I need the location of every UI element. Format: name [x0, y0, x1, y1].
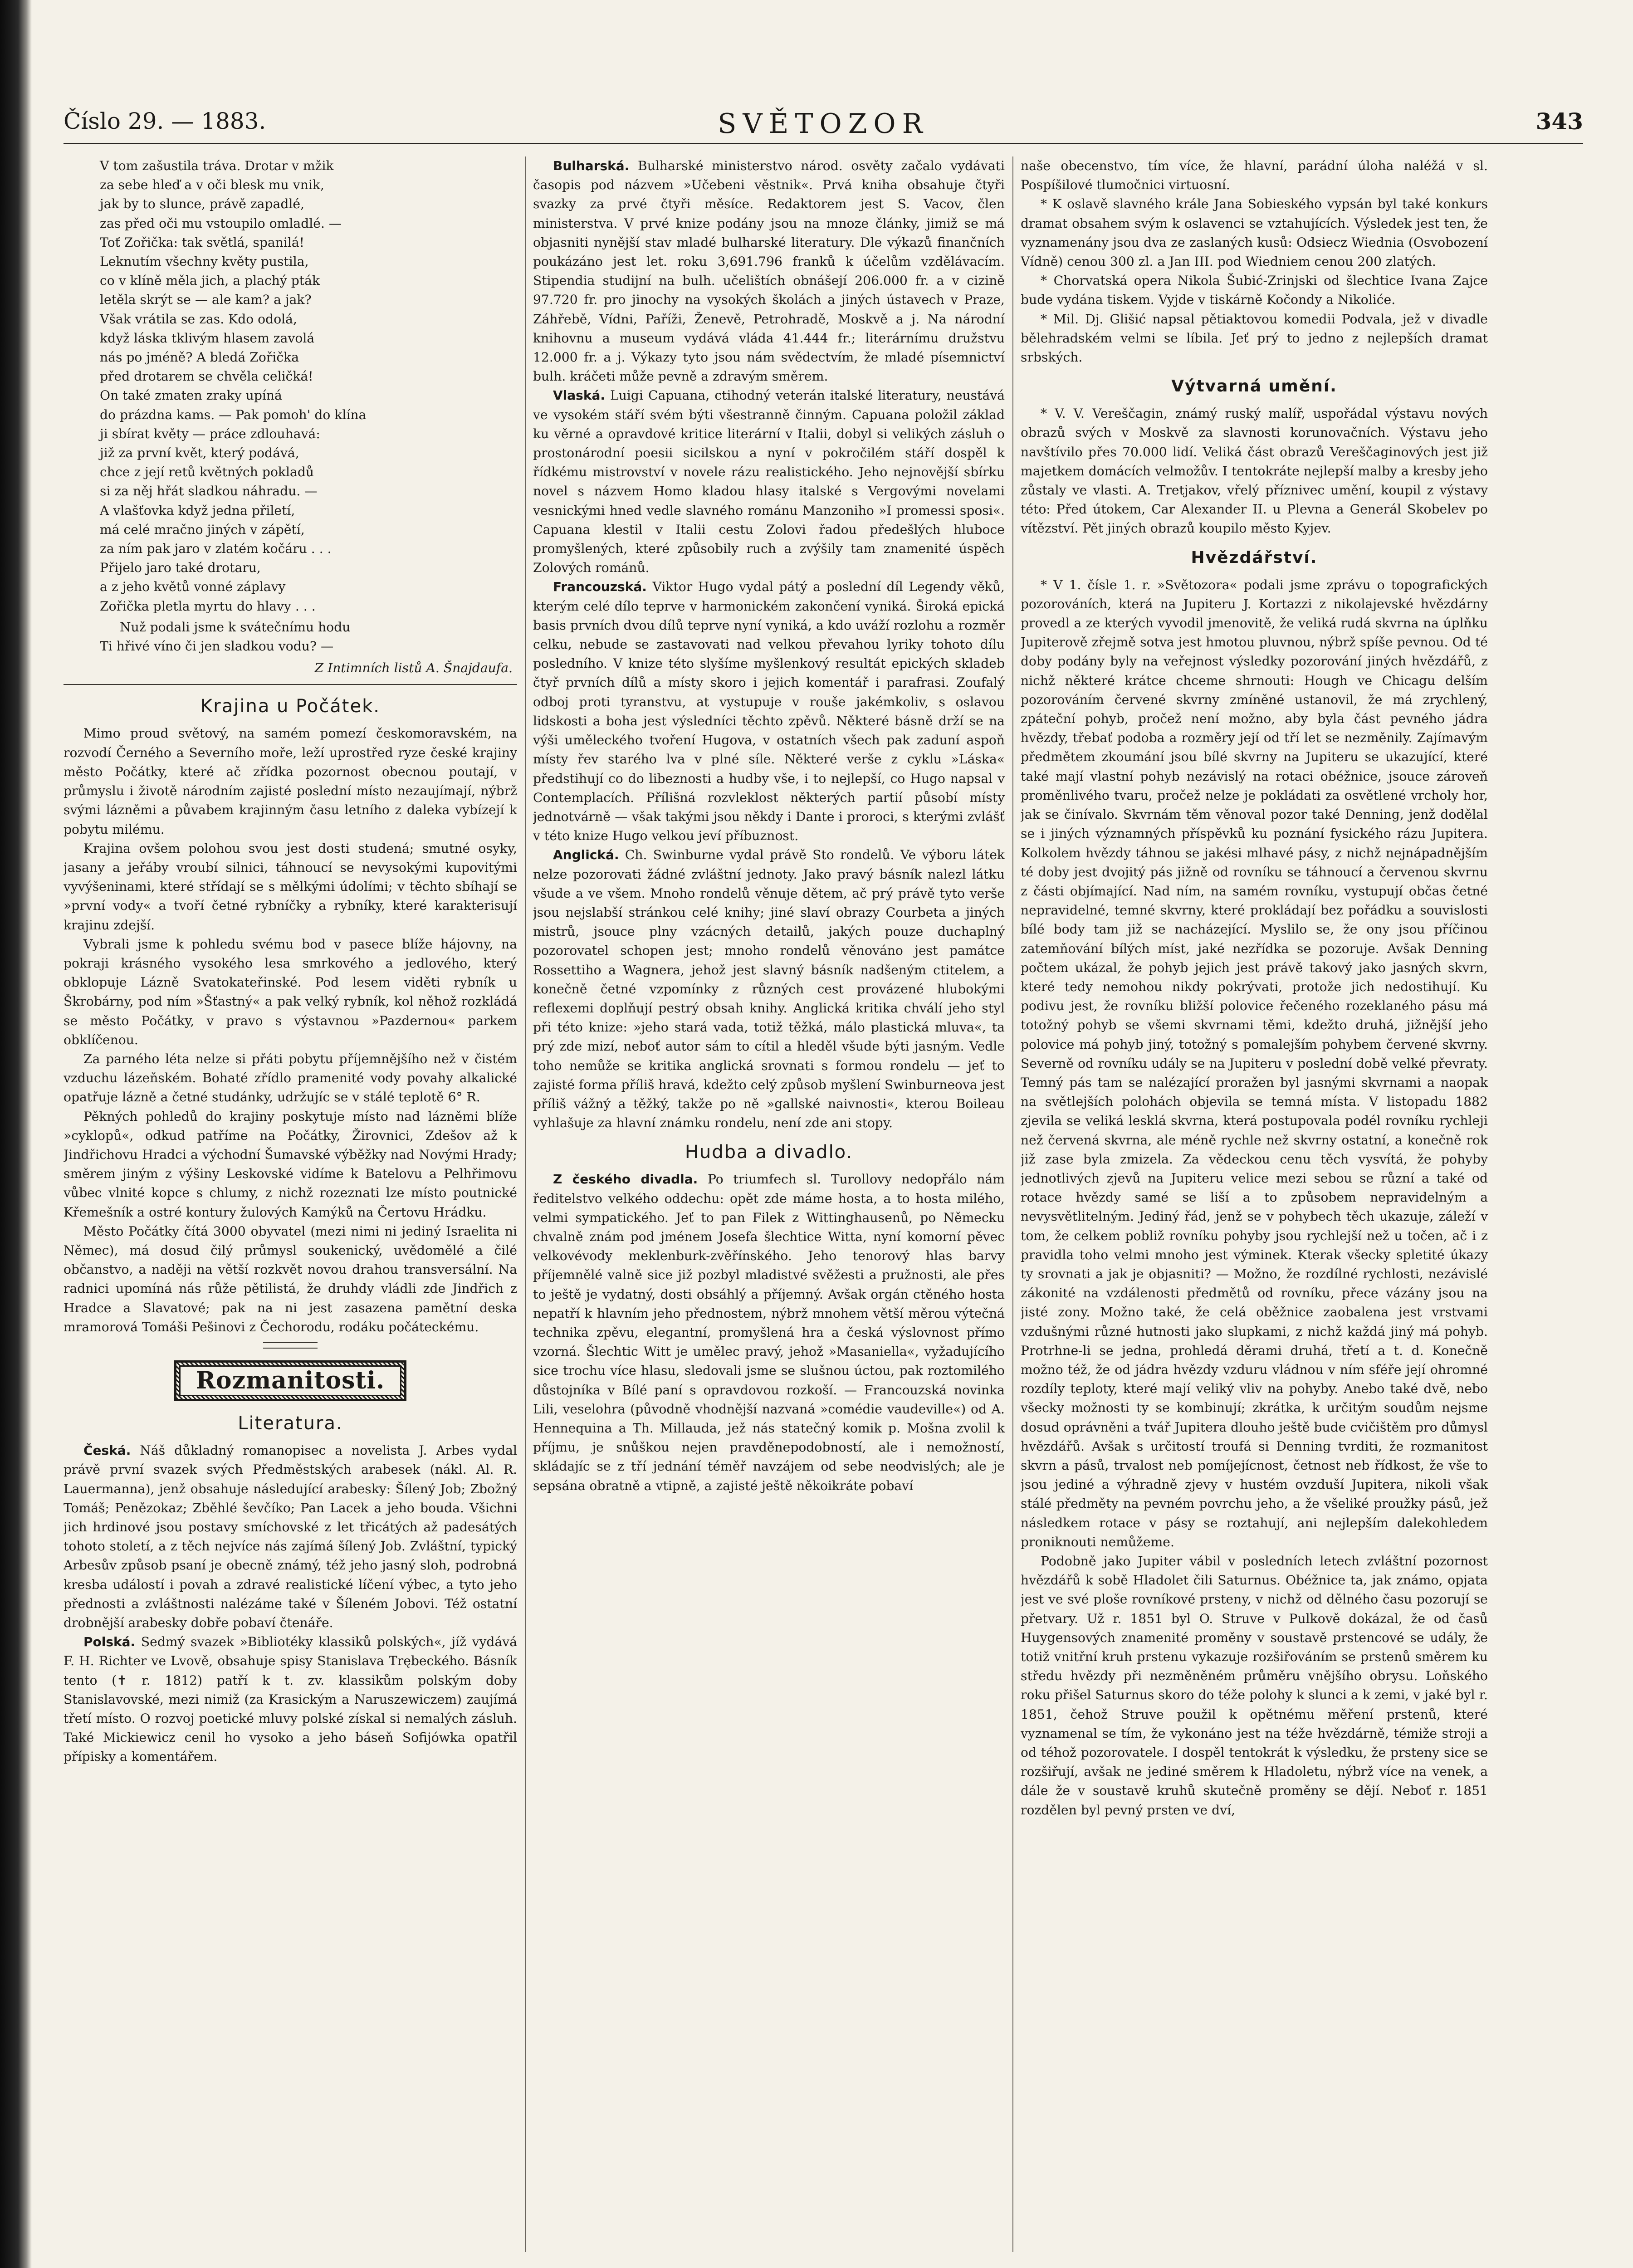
news-item: * Mil. Dj. Glišić napsal pětiaktovou komedii Podvala, jež v divadle bělehradském velmi se líbila. Jeť prý to jedno z nejlepších dramat srbských. — [1021, 311, 1488, 365]
poem-line: Přijelo jaro také drotaru, — [100, 560, 261, 576]
poem-line: si za něj hřát sladkou náhradu. — — [100, 484, 318, 499]
paragraph-bulharska — [533, 156, 1005, 386]
poem-line: a z jeho květů vonné záplavy — [100, 579, 286, 595]
column-1 — [64, 156, 517, 2252]
paragraph: Za parného léta nelze si přáti pobytu příjemnějšího než v čistém vzduchu lázeňském. Bohaté zřídlo pramenité vody povahy alkalické opatřuje lázně a četné studánky, udržujíc se v stálé teplotě 6° R. — [64, 1051, 517, 1105]
label-polska: Polská. — [83, 1634, 136, 1650]
page-number: 343 — [1535, 108, 1583, 135]
paragraph-ceska — [64, 1441, 517, 1633]
poem — [100, 156, 517, 616]
section-title-vytvarna: Výtvarná umění. — [1171, 377, 1337, 396]
poem-line: co v klíně měla jich, a plachý pták — [100, 273, 320, 288]
text-bulharska: Bulharské ministerstvo národ. osvěty začalo vydávati časopis pod názvem »Učebeni věstnik«. Prvá kniha obsahuje čtyři svazky za prvé čtyři měsíce. Redaktorem jest S. Vacov, člen ministerstva. V prvé knize podány jsou na mnoze články, jimiž se má objasniti nynější stav mladé bulharské literatury. Dle výkazů finančních poukázáno jest let. roku 3,691.796 franků k účelům vzdělávacím. Stipendia studijní na bulh. učelištích obnášejí 206.000 fr. a v cizině 97.720 fr. pro jinochy na vysokých školách a jiných ústavech v Praze, Záhřebě, Vídni, Paříži, Ženevě, Petrohradě, Moskvě a j. Na národní knihovnu a museum vydává vláda 41.444 fr.; literárnímu družstvu 12.000 fr. a j. Výkazy tyto jsou nám svědectvím, že mladé písemnictví bulh. kráčeti může pevně a zdravým směrem. — [533, 158, 1005, 384]
section-title-krajina: Krajina u Počátek. — [200, 696, 380, 717]
text-vlasska: Luigi Capuana, ctihodný veterán italské literatury, neustává ve vysokém stáří svém býti všestranně činným. Capuana položil základ ku věrné a opravdové kritice literární v Italii, dobyl si velikých zásluh o prostonárodní poesii sicilskou a nyní v pokročilém stáří dospěl k řídkému mistrovství v novele rázu realistického. Jeho nejnovější sbírku novel s názvem Homo kladou hlasy italské s Vergovými novelami vesnickými hned vedle slavného románu Manzoniho »I promessi sposi«. Capuana klestil v Italii cestu Zolovi řadou předešlých hluboce promyšlených, které způsobily ruch a zvýšily tam znamenité úspěch Zolových románů. — [533, 388, 1005, 576]
paragraph: Vybrali jsme k pohledu svému bod v pasece blíže hájovny, na pokraji krásného vysokého lesa smrkového a jedlového, který obklopuje Lázně Svatokateřinské. Pod lesem viděti rybník u Škrobárny, pod ním »Šťastný« a pak velký rybník, kol něhož rozkládá se město Počátky, v pravo s výstavnou »Pazdernou« parkem obklíčenou. — [64, 936, 517, 1047]
paragraph: Krajina ovšem polohou svou jest dosti studená; smutné osyky, jasany a jeřáby vroubí silnici, táhnoucí se nevysokými kupovitými vyvýšeninami, které střídají se s mělkými údolími; v těchto sbíhají se »první vody« a tvoří četné rybníčky a rybníky, které karakterisují krajinu zdejší. — [64, 841, 517, 933]
label-bulharska: Bulharská. — [553, 158, 630, 173]
section-title-literatura: Literatura. — [238, 1413, 343, 1434]
poem-line: má celé mračno jiných v zápětí, — [100, 522, 305, 537]
section-title-hvezdarstvi: Hvězdářství. — [1191, 548, 1318, 567]
poem-line: když láska tklivým hlasem zavolá — [100, 330, 315, 346]
section-title-hudba: Hudba a divadlo. — [684, 1142, 853, 1163]
news-text: V 1. čísle 1. r. »Světozora« podali jsme zprávu o topografických pozorováních, která na Jupiteru J. Kortazzi z nikolajevské hvězdárny provedl a ze kterých vyvodil jmenovitě, že veliká rudá skvrna na úplňku Jupiterově zřejmě sotva jest hmotou pluvnou, nýbrž spíše pevnou. Od té doby podány byly na veřejnost výsledky pozorování jiných hvězdářů, z nichž některé krátce chceme shrnouti: Hough ve Chicagu delším pozorováním červené skvrny zmíněné ustanovil, že má zrychlený, zpáteční pohyb, pročež není možno, aby byla část pevného jádra hvězdy, třebať podoba a rozměry její od tří let se nezměnily. Zajímavým předmětem zkoumání jsou bílé skvrny na Jupiteru se ukazující, které také mají vlastní pohyb nezávislý na rotaci obéžnice, jsouce zároveň proměnlivého tvaru, pročež nelze je pokládati za osvětlené vrcholy hor, jak se činívalo. Skvrnám těm věnoval pozor také Denning, jenž dodělal se i jiných významných příspěvků ku poznání fysického rázu Jupitera. Kolkolem hvězdy táhnou se jakési mlhavé pásy, z nichž nejnápadnějším té doby jest dvojitý pás jižně od rovníku se táhnoucí a červenou skvrnu z části objímající. Nad ním, na samém rovníku, vystupují občas četné nepravidelné, temné skvrny, které prokládají bez pořádku a souvislosti bílé body tam již se nacházející. Myslilo se, že ony jsou příčinou zatemňování bílých míst, jaké nezřídka se pozoruje. Avšak Denning počtem ukázal, že pohyb jejich jest právě takový jako jasných skvrn, které tedy nemohou nikdy pokrývati, protože jich nedostihují. Ku podivu jest, že rovníku bližší polovice řečeného rozeklaného pásu má totožný pohyb se všemi skvrnami těmi, kdežto druhá, jižnější jeho polovice má pohyb jiný, totožný s pomalejším pohybem červené skvrny. Severně od rovníku udály se na Jupiteru v poslední době velké převraty. Temný pás tam se nalézající proražen byl jasnými skvrnami a naopak na světlejších polohách objevila se temná místa. V listopadu 1882 zjevila se veliká lesklá skvrna, která postupovala podél rovníku rychleji než červená skvrna, ale méně rychle než skvrny ostatní, a konečně rok již zase byla zmizela. Za vědeckou cenu těch vysvítá, že pohyby jednotlivých zjevů na Jupiteru velice mezi sebou se různí a také od rotace hvězdy samé se liší a to způsobem nepravidelným a nevysvětlitelným. Jediný řád, jenž se v pohybech těch ukazuje, záleží v tom, že celkem pobliž rovníku pohyby jsou rychlejší než u točen, ač i z pravidla toho velmi mnoho jest výminek. Kterak všecky spletité úkazy ty srovnati a jak je objasniti? — Možno, že rozdílné rychlosti, nezávislé zákonité na vzdálenosti předmětů od rovníku, přece vázány jsou na jisté zony. Možno také, že celá oběžnice zaobalena jest vrstvami vzdušnými různé hutnosti jako slupkami, z nichž každá jiný má pohyb. Protrhne-li se jedna, prohledá děrami druhá, třetí a t. d. Konečně možno též, že od jádra hvězdy vzduru vládnou v ním sféře její ohromné rozdíly teploty, které mají veliký vliv na pohyby. Anebo také dvě, nebo všecky možnosti ty se kombinují; zkrátka, k určitým soudům nejsme dosud oprávněni a tvář Jupitera dlouho ještě bude cvičištěm pro důmysl hvězdářů. Avšak s určitostí troufá si Denning tvrditi, že rozmanitost skvrn a pásů, trvalost neb pomíjejícnost, četnost neb řídkost, že vše to jsou jediné a výhradně zjevy v hustém ovzduší Jupitera, nikoli však stálé předměty na pevném povrchu jeho, a že všeliké proužky pásů, jež následkem rotace v pásy se roztahují, ani nejlepším dalekohledem proniknouti nemůžeme. — [1021, 577, 1488, 1549]
ornament-divider — [263, 1342, 318, 1349]
banner-frame — [174, 1360, 407, 1401]
text-ceska: Náš důkladný romanopisec a novelista J. Arbes vydal právě první svazek svých Předměstských arabesek (nákl. Al. R. Lauermanna), jenž obsahuje následující arabesky: Šílený Job; Zbožný Tomáš; Penězokaz; Zběhlé ševčíko; Pan Lacek a jeho bouda. Všichni jich hrdinové jsou postavy smíchovské z let třicátých až padesátých tohoto století, a z těch nejvíce nás zajímá šílený Job. Zvláštní, typický Arbesův způsob psaní je obecně známý, též jeho jasný sloh, podrobná kresba událostí i povah a zdravé realistické líčení výbec, a tyto jeho přednosti a zvláštnosti nalézáme také v Šíleném Jobovi. Též ostatní drobnější arabesky dobře pobaví čtenáře. — [64, 1443, 517, 1631]
poem-line: za sebe hleď a v oči blesk mu vnik, — [100, 177, 324, 193]
paragraph-francouzska — [533, 577, 1005, 846]
poem-line: V tom zašustila tráva. Drotar v mžik — [100, 158, 334, 173]
news-item: * K oslavě slavného krále Jana Sobieského vypsán byl také konkurs dramat obsahem svým k oslavenci se vztahujících. Výsledek jest ten, že vyznamenány jsou dva ze zaslaných kusů: Odsiecz Wiednia (Osvobození Vídně) cenou 300 zl. a Jan III. pod Wiedniem cenou 200 zlatých. — [1021, 196, 1488, 269]
column-divider — [525, 156, 526, 2252]
poem-line: před drotarem se chvěla celičká! — [100, 369, 313, 384]
paragraph: * V 1. čísle 1. r. »Světozora« podali jsme zprávu o topografických pozorováních, která na Jupiteru J. Kortazzi z nikolajevské hvězdárny provedl a ze kterých vyvodil jmenovitě, že veliká rudá skvrna na úplňku Jupiterově zřejmě sotva jest hmotou pluvnou, nýbrž spíše pevnou. Od té doby podány byly na veřejnost výsledky pozorování jiných hvězdářů, z nichž některé krátce chceme shrnouti: Hough ve Chicagu delším pozorováním červené skvrny zmíněné ustanovil, že má zrychlený, zpáteční pohyb, pročež není možno, aby byla část pevného jádra hvězdy, třebať podoba a rozměry její od tří let se nezměnily. Zajímavým předmětem zkoumání jsou bílé skvrny na Jupiteru se ukazující, které také mají vlastní pohyb nezávislý na rotaci obéžnice, jsouce zároveň proměnlivého tvaru, pročež nelze je pokládati za osvětlené vrcholy hor, jak se činívalo. Skvrnám těm věnoval pozor také Denning, jenž dodělal se i jiných významných příspěvků ku poznání fysického rázu Jupitera. Kolkolem hvězdy táhnou se jakési mlhavé pásy, z nichž nejnápadnějším té doby jest dvojitý pás jižně od rovníku se táhnoucí a červenou skvrnu z části objímající. Nad ním, na samém rovníku, vystupují občas četné nepravidelné, temné skvrny, které prokládají bez pořádku a souvislosti bílé body tam již se nacházející. Myslilo se, že ony jsou příčinou zatemňování bílých míst, jaké nezřídka se pozoruje. Avšak Denning počtem ukázal, že pohyb jejich jest právě takový jako jasných skvrn, které tedy nemohou nikdy pokrývati, protože jich nedostihují. Ku podivu jest, že rovníku bližší polovice řečeného rozeklaného pásu má totožný pohyb se všemi skvrnami těmi, kdežto druhá, jižnější jeho polovice má pohyb jiný, totožný s pomalejším pohybem červené skvrny. Severně od rovníku udály se na Jupiteru v poslední době velké převraty. Temný pás tam se nalézající proražen byl jasnými skvrnami a naopak na světlejších polohách objevila se temná místa. V listopadu 1882 zjevila se veliká lesklá skvrna, která postupovala podél rovníku rychleji než červená skvrna, ale méně rychle než skvrny ostatní, a konečně rok již zase byla zmizela. Za vědeckou cenu těch vysvítá, že pohyby jednotlivých zjevů na Jupiteru velice mezi sebou se různí a také od rotace hvězdy samé se liší a to způsobem nepravidelným a nevysvětlitelným. Jediný řád, jenž se v pohybech těch ukazuje, záleží v tom, že celkem pobliž rovníku pohyby jsou rychlejší než u točen, ač i z pravidla toho velmi mnoho jest výminek. Kterak všecky spletité úkazy ty srovnati a jak je objasniti? — Možno, že rozdílné rychlosti, nezávislé zákonité na vzdálenosti předmětů od rovníku, přece vázány jsou na jisté zony. Možno také, že celá oběžnice zaobalena jest vrstvami vzdušnými různé hutnosti jako slupkami, z nichž každá jiný má pohyb. Protrhne-li se jedna, prohledá děrami druhá, třetí a t. d. Konečně možno též, že od jádra hvězdy vzduru vládnou v ním sféře její ohromné rozdíly teploty, které mají veliký vliv na pohyby. Anebo také dvě, nebo všecky možnosti ty se kombinují; zkrátka, k určitým soudům nejsme dosud oprávněni a tvář Jupitera dlouho ještě bude cvičištěm pro důmysl hvězdářů. Avšak s určitostí troufá si Denning tvrditi, že rozmanitost skvrn a pásů, trvalost neb pomíjejícnost, četnost neb řídkost, že vše to jsou jediné a výhradně zjevy v hustém ovzduší Jupitera, nikoli však stálé předměty na pevném povrchu jeho, a že všeliké proužky pásů, jež následkem rotace v pásy se roztahují, ani nejlepším dalekohledem proniknouti nemůžeme. — [1021, 577, 1488, 1549]
poem-line: do prázdna kams. — Pak pomoh' do klína — [100, 407, 367, 422]
poem-line: On také zmaten zraky upíná — [100, 388, 282, 403]
paragraph: Pěkných pohledů do krajiny poskytuje místo nad lázněmi blíže »cyklopů«, odkud patříme na Počátky, Žirovnici, Zdešov až k Jindřichovu Hradci a východní Šumavské výběžky nad Novými Hrady; směrem jiným z výšiny Leskovské vidíme k Batelovu a Pelhřimovu vůbec vlnité kopce s chlumy, z nichž rozeznati lze místo poutnické Křemešník a ostré kontury žulových Kamýků na Čertovu Hrádku. — [64, 1109, 517, 1220]
poem-line: Však vrátila se zas. Kdo odolá, — [100, 311, 297, 327]
poem-line: Ti hřivé víno či jen sladkou vodu? — — [100, 639, 334, 654]
poem-line: nás po jméně? A bledá Zořička — [100, 350, 299, 365]
paragraph-vlasska — [533, 386, 1005, 577]
poem-line: chce z její retů květných pokladů — [100, 464, 314, 480]
rozmanitosti-banner — [64, 1360, 517, 1401]
poem-line: Toť Zořička: tak světlá, spanilá! — [100, 235, 304, 250]
poem-line: jak by to slunce, právě zapadlé, — [100, 196, 305, 212]
text-francouzska: Viktor Hugo vydal pátý a poslední díl Legendy věků, kterým celé dílo teprve v harmonickém zakončení vyniká. Široká epická basis prvních dvou dílů teprve nyní vyniká, a kdo uváží rozlohu a rozměr celku, nebude se zastavovati nad velkou převahou lyriky tohoto dílu posledního. V knize této slyšíme myšlenkový resultát epických skladeb čtyř prvních dílů a místy skoro i jejich komentář i parafrasi. Zoufalý odboj proti tyranstvu, at vystupuje v rouše jakémkoliv, s oslavou lidskosti a boha jest výsledníci těchto zpěvů. Některé básně drží se na výši uměleckého tvoření Hugova, v ostatních všech pak zaduní aspoň místy řev starého lva v plné síle. Některé verše z cyklu »Láska« předstihují co do libeznosti a hudby vše, i to nejlepší, co Hugo napsal v Contemplacích. Přílišná rozvleklost některých partií působí místy jednotvárně — však takými jsou někdy i Dante i proroci, s kterými zvlášť v této knize Hugo velkou jeví příbuznost. — [533, 579, 1005, 844]
column-2 — [533, 156, 1005, 2252]
text-polska: Sedmý svazek »Bibliotéky klassiků polských«, jíž vydává F. H. Richter ve Lvově, obsahuje spisy Stanislava Trębeckého. Básník tento (✝ r. 1812) patří k t. zv. klassikům polským doby Stanislavovské, mezi nimiž (za Krasickým a Naruszewiczem) zaujímá třetí místo. O rozvoj poetické mluvy polské získal si nemalých zásluh. Také Mickiewicz cenil ho vysoko a jeho báseň Sofijówka opatřil přípisky a komentářem. — [64, 1634, 517, 1765]
paragraph-divadlo — [533, 1170, 1005, 1495]
column-divider — [1012, 156, 1013, 2252]
label-anglicka: Anglická. — [553, 847, 619, 863]
poem-line: ji sbírat květy — práce zdlouhavá: — [100, 426, 320, 441]
poem-closing — [100, 618, 517, 656]
poem-line: Zořička pletla myrtu do hlavy . . . — [100, 598, 316, 614]
news-text: Mil. Dj. Glišić napsal pětiaktovou komedii Podvala, jež v divadle bělehradském velmi se líbila. Jeť prý to jedno z nejlepších dramat srbských. — [1021, 311, 1488, 365]
news-item: * Chorvatská opera Nikola Šubić-Zrinjski od šlechtice Ivana Zajce bude vydána tiskem. Vyjde v tiskárně Kočondy a Nikoliće. — [1021, 273, 1488, 308]
paragraph-polska — [64, 1633, 517, 1766]
paragraph-continued: naše obecenstvo, tím více, že hlavní, parádní úloha naléžá v sl. Pospíšilové tlumočnici virtuosní. — [1021, 158, 1488, 193]
text-anglicka: Ch. Swinburne vydal právě Sto rondelů. Ve výboru látek nelze pozorovati žádné zvláštní jednoty. Jako pravý básník nalezl látku všude a ve všem. Mnoho rondelů věnuje dětem, ač prý právě tyto verše jsou nejslabší stránkou celé knihy; jiné slaví obrazy Courbeta a jiných mistrů, jsouce plny vzácných detailů, jakých pouze duchaplný pozorovatel schopen jest; mnoho rondelů věnováno jest památce Rossettiho a Wagnera, jehož jest slavný básník nadšeným ctitelem, a konečně četné vzpomínky z různých cest provázené hlubokými reflexemi doplňují pestrý obsah knihy. Anglická kritika chválí jeho styl při této knize: »jeho stará vada, totiž těžká, málo plastická mluva«, ta prý zde mizí, neboť autor sám to cítil a hleděl všude býti jasným. Vedle toho nemůže se kritika anglická srovnati s formou rondelu — jeť to zajisté forma příliš hravá, kdežto celý způsob myšlení Swinburneova jest příliš vážný a těžký, takže po ně »gallské naivnosti«, kterou Boileau vyhlašuje za hlavní známku rondelu, není zde ani stopy. — [533, 847, 1005, 1131]
banner-title: Rozmanitosti. — [179, 1365, 402, 1396]
poem-line: Nuž podali jsme k svátečnímu hodu — [120, 619, 351, 635]
poem-line: již za první květ, který podává, — [100, 445, 299, 461]
page-header — [64, 108, 1583, 140]
paragraph-anglicka — [533, 846, 1005, 1133]
issue-number: Číslo 29. — 1883. — [64, 108, 266, 134]
label-divadlo: Z českého divadla. — [553, 1172, 698, 1187]
poem-line: Leknutím všechny květy pustila, — [100, 254, 309, 269]
poem-line: letěla skrýt se — ale kam? a jak? — [100, 292, 312, 308]
label-ceska: Česká. — [83, 1443, 131, 1458]
poem-line: zas před oči mu vstoupilo omladlé. — — [100, 215, 342, 231]
scan-binding-edge — [0, 0, 32, 2268]
poem-signature: Z Intimních listů A. Šnajdaufa. — [64, 659, 517, 685]
header-rule — [64, 143, 1583, 144]
poem-line: A vlašťovka když jedna přiletí, — [100, 503, 295, 518]
news-item: * V. V. Vereščagin, známý ruský malíř, uspořádal výstavu nových obrazů svých v Moskvě za slavnosti korunovačních. Výstavu jeho navštívilo přes 70.000 lidí. Veliká část obrazů Vereščaginových jest již majetkem domácích velmožův. I tentokráte nejlepší malby a kresby jeho zůstaly ve vlasti. A. Tretjakov, vřelý příznivec umění, koupil z výstavy této: Před útokem, Car Alexander II. u Plevna a Generál Skobelev po vítězství. Pět jiných obrazů koupilo město Kyjev. — [1021, 406, 1488, 536]
text-divadlo: Po triumfech sl. Turollovy nedopřálo nám ředitelstvo velkého oddechu: opět zde máme hosta, a to hosta milého, velmi sympatického. Jeť to pan Filek z Wittinghausenů, po Německu chvalně znám pod jménem Josefa šlechtice Witta, nyní komorní pěvec velkovévody meklenburk-zvěřínského. Jeho tenorový hlas barvy příjemnělé valně sice již pozbyl mladistvé svěžesti a pružnosti, ale přes to ještě je vydatný, dosti obsáhlý a příjemný. Avšak orgán ctěného hosta nepatří k hlavním jeho přednostem, nýbrž mnohem větší měrou výtečná technika zpěvu, elegantní, promyšlená hra a česká výslovnost přímo vzorná. Šlechtic Witt je umělec pravý, jehož »Masaniella«, vyžadujícího sice trochu více hlasu, sledovali jsme se slušnou úctou, pak roztomilého důstojníka v Bílé paní s opravdovou rozkoší. — Francouzská novinka Lili, veselohra (původně vhodnější nazvaná »comédie vaudeville«) od A. Hennequina a Th. Millauda, jež nás statečný komik p. Mošna zvolil k příjmu, je snůškou nejen pravděnepodobností, ale i nemožností, skládajíc se z tří jednání téměř navzájem od sebe neodvislých; ale je sepsána obratně a vtipně, a zajisté ještě někoikráte pobaví — [533, 1172, 1005, 1493]
label-francouzska: Francouzská. — [553, 579, 647, 595]
paragraph: Město Počátky čítá 3000 obyvatel (mezi nimi ni jediný Israelita ni Němec), má dosud čilý průmysl soukenický, uvědomělé a čilé občanstvo, a naději na větší rozkvět novou drahou transversální. Na radnici upomíná nás růže pětilistá, že druhdy vládli zde Jindřich z Hradce a Slavatové; pak na ni jest zasazena pamětní deska mramorová Tomáši Pešinovi z Čechorodu, rodáku počáteckému. — [64, 1223, 517, 1334]
news-text: K oslavě slavného krále Jana Sobieského vypsán byl také konkurs dramat obsahem svým k oslavenci se vztahujících. Výsledek jest ten, že vyznamenány jsou dva ze zaslaných kusů: Odsiecz Wiednia (Osvobození Vídně) cenou 300 zl. a Jan III. pod Wiedniem cenou 200 zlatých. — [1021, 196, 1488, 269]
poem-line: za ním pak jaro v zlatém kočáru . . . — [100, 541, 332, 557]
news-text: Chorvatská opera Nikola Šubić-Zrinjski od šlechtice Ivana Zajce bude vydána tiskem. Vyjde v tiskárně Kočondy a Nikoliće. — [1021, 273, 1488, 308]
paragraph: Mimo proud světový, na samém pomezí českomoravském, na rozvodí Černého a Severního moře, leží uprostřed ryze české krajiny město Počátky, které ač zřídka pozornost obecnou poutají, v průmyslu i životě národním zajisté poslední místo nezaujímají, nýbrž svými lázněmi a půvabem krajinným času letního z daleka vybízejí k pobytu milému. — [64, 726, 517, 837]
masthead: SVĚTOZOR — [718, 108, 929, 140]
paragraph: Podobně jako Jupiter vábil v posledních letech zvláštní pozornost hvězdářů k sobě Hladolet čili Saturnus. Obéžnice ta, jak známo, opjata jest ve své ploše rovníkové prsteny, v nichž od dělného času pozorují se přetvary. Už r. 1851 byl O. Struve v Pulkově dokázal, že od časů Huygensových znamenité proměny v soustavě prstencové se udály, že totiž vnitřní kruh prstenu vykazuje rozšiřováním se prstenů směrem ku středu hvězdy při nezměněném průměru vnějšího obrysu. Loňského roku přišel Saturnus skoro do téže polohy k slunci a k zemi, v jaké byl r. 1851, čehož Struve použil k opětnému měření prstenů, které vyznamenal se tím, že vykonáno jest na téže hvězdárně, témiže stroji a od téhož pozorovatele. I dospěl tentokrát k výsledku, že prsteny sice se rozšiřují, avšak ne jediné směrem k Hladoletu, nýbrž více na venek, a dále že v soustavě kruhů skutečně proměny se dějí. Neboť r. 1851 rozdělen byl pevný prsten ve dví, — [1021, 1554, 1488, 1818]
news-text: V. V. Vereščagin, známý ruský malíř, uspořádal výstavu nových obrazů svých v Moskvě za slavnosti korunovačních. Výstavu jeho navštívilo přes 70.000 lidí. Veliká část obrazů Vereščaginových jest již majetkem domácích velmožův. I tentokráte nejlepší malby a kresby jeho zůstaly ve vlasti. A. Tretjakov, vřelý příznivec umění, koupil z výstavy této: Před útokem, Car Alexander II. u Plevna a Generál Skobelev po vítězství. Pět jiných obrazů koupilo město Kyjev. — [1021, 406, 1488, 536]
column-3 — [1021, 156, 1488, 2252]
label-vlasska: Vlaská. — [553, 388, 605, 403]
